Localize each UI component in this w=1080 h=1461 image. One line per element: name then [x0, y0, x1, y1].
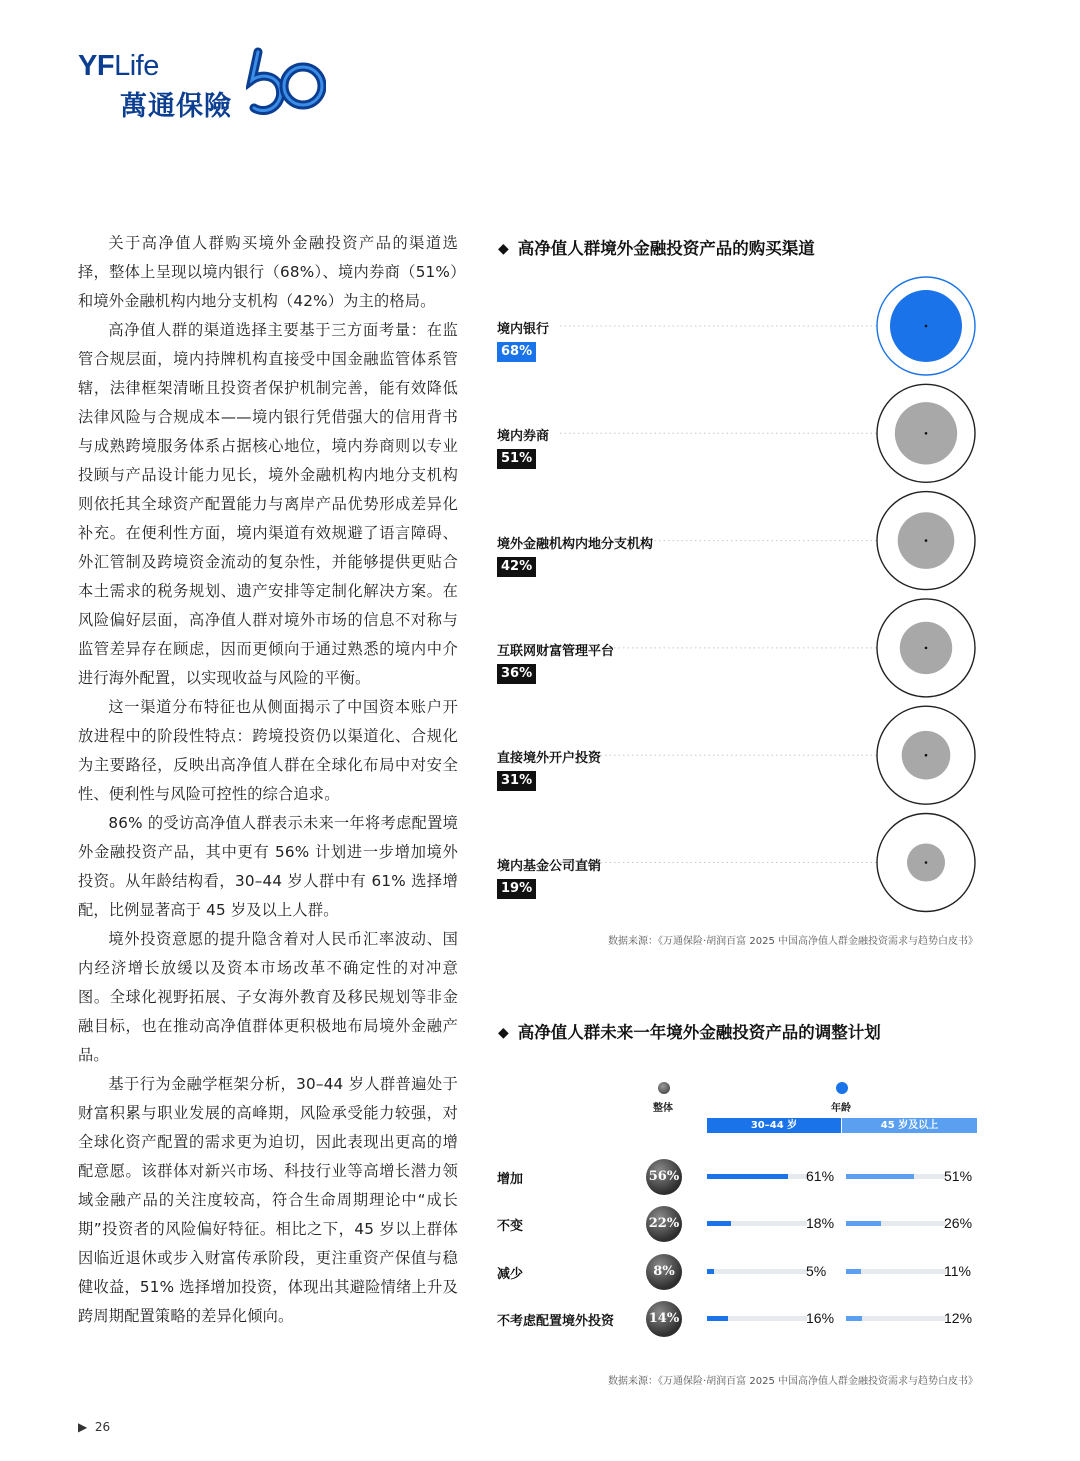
channel-percent: 19% — [497, 879, 536, 899]
article-body — [78, 229, 458, 1331]
bar-track — [846, 1174, 946, 1179]
bar-value-label: 51% — [944, 1168, 973, 1184]
page-number: ▶ 26 — [78, 1420, 111, 1434]
overall-percent-circle: 14% — [646, 1301, 682, 1337]
anniversary-50-icon — [246, 44, 326, 120]
bar-fill — [707, 1221, 731, 1226]
bubble-mark — [895, 402, 957, 464]
bar-track — [707, 1221, 807, 1226]
overall-percent-circle: 56% — [646, 1159, 682, 1195]
bubble-center-dot — [925, 647, 928, 650]
chart2-title: ◆ 高净值人群未来一年境外金融投资产品的调整计划 — [498, 1023, 881, 1042]
bar-fill — [707, 1316, 728, 1321]
channel-label: 境外金融机构内地分支机构 — [497, 536, 654, 552]
paragraph: 关于高净值人群购买境外金融投资产品的渠道选择，整体上呈现以境内银行（68%）、境内券商（51%）和境外金融机构内地分支机构（42%）为主的格局。 — [78, 234, 458, 310]
channel-label: 直接境外开户投资 — [497, 751, 602, 767]
bubble-outline — [877, 277, 975, 375]
channel-percent: 68% — [497, 342, 536, 362]
bar-value-label: 11% — [944, 1262, 971, 1279]
channel-percent: 42% — [497, 557, 536, 577]
bubble-mark — [902, 731, 951, 780]
chart1-title: ◆ 高净值人群境外金融投资产品的购买渠道 — [498, 239, 815, 258]
chart1-source: 数据来源：《万通保险·胡润百富 2025 中国高净值人群金融投资需求与趋势白皮书》 — [608, 936, 978, 947]
legend-age-label: 年龄 — [831, 1103, 851, 1114]
bar-value-label: 16% — [806, 1309, 835, 1326]
bar-value-label: 12% — [944, 1309, 973, 1326]
bubble-mark — [907, 843, 945, 881]
bar-track — [707, 1269, 807, 1274]
bar-track — [707, 1174, 807, 1179]
bubble-mark — [900, 622, 952, 674]
bubble-outline — [877, 599, 975, 697]
paragraph: 境外投资意愿的提升隐含着对人民币汇率波动、国内经济增长放缓以及资本市场改革不确定性的对冲意图。全球化视野拓展、子女海外教育及移民规划等非金融目标，也在推动高净值群体更积极地布局境外金融产品。 — [78, 930, 458, 1064]
bubble-mark — [890, 290, 962, 362]
bar-track — [846, 1221, 946, 1226]
bar-value-label: 26% — [944, 1215, 973, 1232]
bar-track — [846, 1269, 946, 1274]
plan-category-label: 不考虑配置境外投资 — [497, 1313, 615, 1329]
legend-overall-dot — [658, 1082, 670, 1094]
bar-track — [707, 1316, 807, 1321]
chart2-source: 数据来源：《万通保险·胡润百富 2025 中国高净值人群金融投资需求与趋势白皮书》 — [608, 1376, 978, 1387]
bubble-outline — [877, 384, 975, 482]
logo-chinese: 萬通保險 — [120, 91, 232, 122]
overall-percent-circle: 22% — [646, 1206, 682, 1242]
bubble-center-dot — [925, 861, 928, 864]
bar-fill — [846, 1221, 881, 1226]
logo-english: YFLife — [78, 50, 159, 82]
channel-label: 境内券商 — [497, 429, 550, 445]
paragraph: 86% 的受访高净值人群表示未来一年将考虑配置境外金融投资产品，其中更有 56% 计划进一步增加境外投资。从年龄结构看，30–44 岁人群中有 61% 选择增配，比例显著高于 45 岁及以上人群。 — [78, 814, 458, 919]
bubble-outline — [877, 492, 975, 590]
bubble-center-dot — [925, 432, 928, 435]
channel-percent: 36% — [497, 664, 536, 684]
legend-overall-label: 整体 — [653, 1103, 673, 1114]
age-group-header-30-44: 30–44 岁 — [707, 1118, 841, 1133]
bubble-center-dot — [925, 539, 928, 542]
overall-percent-circle: 8% — [646, 1254, 682, 1290]
channel-percent: 51% — [497, 449, 536, 469]
bar-fill — [707, 1269, 714, 1274]
paragraph: 高净值人群的渠道选择主要基于三方面考量：在监管合规层面，境内持牌机构直接受中国金融监管体系管辖，法律框架清晰且投资者保护机制完善，能有效降低法律风险与合规成本——境内银行凭借强大的信用背书与成熟跨境服务体系占据核心地位，境内券商则以专业投顾与产品设计能力见长，境外金融机构内地分支机构则依托其全球资产配置能力与离岸产品优势形成差异化补充。在便利性方面，境内渠道有效规避了语言障碍、外汇管制及跨境资金流动的复杂性，并能够提供更贴合本土需求的税务规划、遗产安排等定制化解决方案。在风险偏好层面，高净值人群对境外市场的信息不对称与监管差异存在顾虑，因而更倾向于通过熟悉的境内中介进行海外配置，以实现收益与风险的平衡。 — [78, 321, 458, 687]
legend-age-dot — [836, 1082, 848, 1094]
bubble-outline — [877, 814, 975, 912]
bar-value-label: 61% — [806, 1168, 835, 1184]
channel-label: 境内基金公司直销 — [497, 858, 602, 874]
plan-category-label: 增加 — [497, 1172, 524, 1187]
channel-label: 境内银行 — [497, 322, 550, 337]
bar-value-label: 18% — [806, 1215, 835, 1232]
paragraph: 这一渠道分布特征也从侧面揭示了中国资本账户开放进程中的阶段性特点：跨境投资仍以渠道化、合规化为主要路径，反映出高净值人群在全球化布局中对安全性、便利性与风险可控性的综合追求。 — [78, 698, 458, 803]
bar-track — [846, 1316, 946, 1321]
age-group-header-45-plus: 45 岁及以上 — [842, 1118, 977, 1133]
bar-fill — [707, 1174, 788, 1179]
bubble-outline — [877, 706, 975, 804]
paragraph: 基于行为金融学框架分析，30–44 岁人群普遍处于财富积累与职业发展的高峰期，风险承受能力较强，对全球化资产配置的需求更为迫切，因此表现出更高的增配意愿。该群体对新兴市场、科技行业等高增长潜力领域金融产品的关注度较高，符合生命周期理论中“成长期”投资者的风险偏好特征。相比之下，45 岁以上群体因临近退休或步入财富传承阶段，更注重资产保值与稳健收益，51% 选择增加投资，体现出其避险情绪上升及跨周期配置策略的差异化倾向。 — [78, 1075, 458, 1325]
bar-value-label: 5% — [806, 1262, 827, 1279]
plan-category-label: 不变 — [497, 1219, 524, 1235]
bubble-mark — [898, 512, 955, 569]
channel-label: 互联网财富管理平台 — [497, 643, 615, 659]
bubble-center-dot — [925, 754, 928, 757]
bubble-center-dot — [925, 325, 928, 328]
channel-percent: 31% — [497, 771, 536, 791]
plan-category-label: 减少 — [497, 1266, 524, 1282]
bar-fill — [846, 1269, 861, 1274]
bar-fill — [846, 1316, 862, 1321]
brand-logo — [78, 44, 338, 120]
bar-fill — [846, 1174, 914, 1179]
